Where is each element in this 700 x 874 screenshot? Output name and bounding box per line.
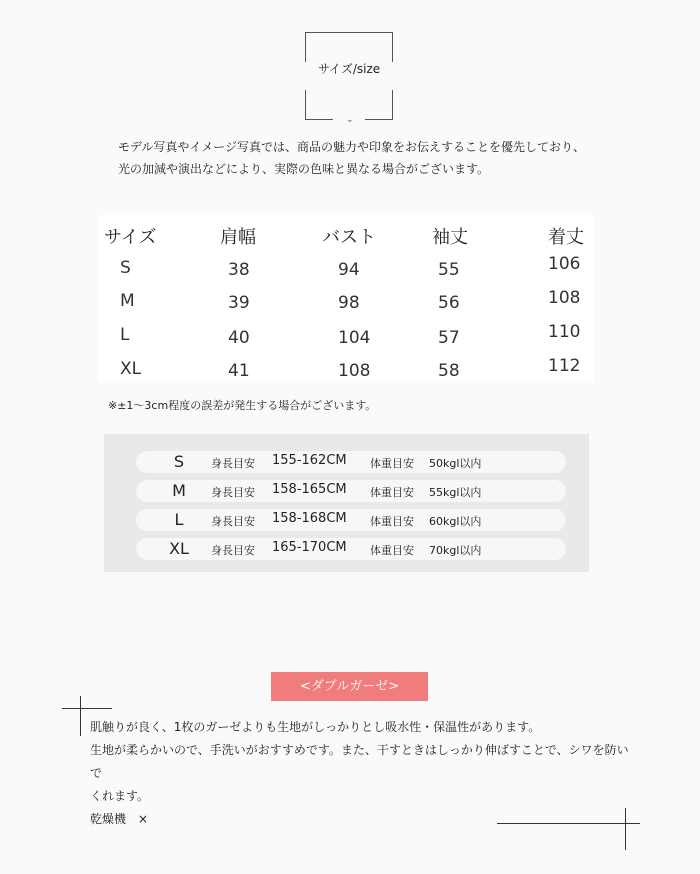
guide-row	[136, 480, 566, 502]
measurement-note: ※±1～3cm程度の誤差が発生する場合がございます。	[108, 399, 377, 412]
weight-label: 体重目安	[370, 544, 414, 557]
body-guide-panel	[104, 434, 589, 572]
guide-size: L	[174, 510, 184, 529]
guide-size: S	[173, 452, 185, 471]
cell: 104	[338, 328, 371, 348]
gauze-line: 生地が柔らかいので、手洗いがおすすめです。また、干すときはしっかり伸ばすことで、シワを防いで	[90, 743, 629, 780]
cell: 108	[548, 288, 581, 308]
cell: 57	[438, 328, 460, 348]
cell: L	[120, 325, 130, 345]
corner-line	[497, 823, 640, 824]
cell: 39	[228, 293, 250, 313]
guide-size: M	[172, 481, 186, 500]
weight-label: 体重目安	[370, 486, 414, 499]
cell: 106	[548, 254, 581, 274]
intro-text	[118, 136, 598, 180]
weight-value: 50kgl以内	[429, 457, 482, 470]
corner-line	[625, 808, 626, 850]
cell: 41	[228, 361, 250, 381]
weight-value: 55kgl以内	[429, 486, 482, 499]
cell: 98	[338, 293, 360, 313]
gauze-description	[90, 716, 630, 831]
title-frame	[305, 32, 393, 125]
chevron-down-icon: ⌄	[346, 115, 354, 125]
cell: 40	[228, 328, 250, 348]
height-value: 158-168CM	[272, 511, 347, 526]
cell: 56	[438, 293, 460, 313]
height-value: 158-165CM	[272, 482, 347, 497]
header-size: サイズ	[104, 227, 157, 248]
cell: S	[120, 258, 131, 278]
gauze-badge: <ダブルガーゼ>	[271, 672, 428, 701]
guide-row	[136, 451, 566, 473]
weight-label: 体重目安	[370, 515, 414, 528]
cell: 110	[548, 322, 581, 342]
cell: 108	[338, 361, 371, 381]
height-value: 155-162CM	[272, 453, 347, 468]
weight-value: 70kgl以内	[429, 544, 482, 557]
cell: 55	[438, 260, 460, 280]
header-length: 着丈	[548, 227, 584, 248]
guide-size: XL	[169, 539, 189, 558]
cell: M	[120, 291, 135, 311]
cell: 58	[438, 361, 460, 381]
cell: 38	[228, 260, 250, 280]
height-label: 身長目安	[211, 457, 255, 470]
gauze-line: 乾燥機 ×	[90, 812, 149, 826]
section-title: サイズ/size	[317, 62, 381, 76]
weight-label: 体重目安	[370, 457, 414, 470]
intro-line: 光の加減や演出などにより、実際の色味と異なる場合がございます。	[118, 162, 490, 176]
guide-row	[136, 509, 566, 531]
cell: XL	[120, 359, 142, 379]
header-bust: バスト	[322, 227, 376, 248]
size-table	[98, 215, 594, 381]
cell: 112	[548, 356, 581, 376]
weight-value: 60kgl以内	[429, 515, 482, 528]
corner-line	[80, 696, 81, 736]
gauze-line: 肌触りが良く、1枚のガーゼよりも生地がしっかりとし吸水性・保温性があります。	[90, 720, 541, 734]
cell: 94	[338, 260, 360, 280]
height-label: 身長目安	[211, 486, 255, 499]
header-sleeve: 袖丈	[432, 227, 468, 248]
height-label: 身長目安	[211, 515, 255, 528]
header-shoulder: 肩幅	[220, 227, 256, 248]
height-value: 165-170CM	[272, 540, 347, 555]
gauze-line: くれます。	[90, 789, 150, 803]
corner-line	[62, 708, 112, 709]
guide-row	[136, 538, 566, 560]
height-label: 身長目安	[211, 544, 255, 557]
intro-line: モデル写真やイメージ写真では、商品の魅力や印象をお伝えすることを優先しており、	[118, 140, 586, 154]
